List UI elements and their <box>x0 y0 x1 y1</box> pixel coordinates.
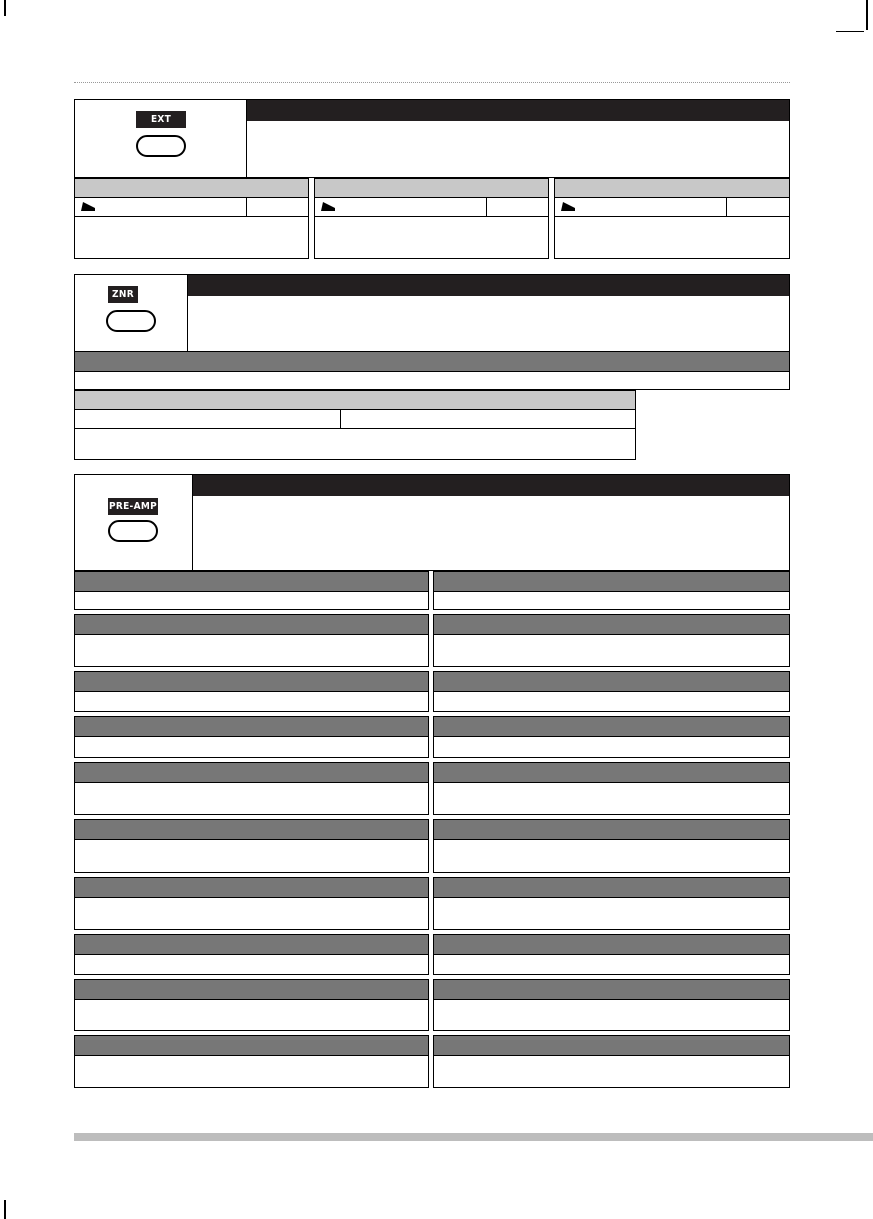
param-header <box>434 878 789 898</box>
param-value-row <box>75 410 635 429</box>
param-cell <box>74 819 429 873</box>
param-header <box>434 672 789 692</box>
param-header <box>75 352 789 372</box>
param-cell <box>74 877 429 930</box>
param-cell <box>433 614 790 667</box>
param-header <box>434 763 789 783</box>
effect-title-bar <box>193 475 789 496</box>
param-box <box>74 178 309 259</box>
param-header <box>434 980 789 1000</box>
param-cell <box>74 716 429 758</box>
param-header <box>75 717 428 737</box>
effect-icon-cell <box>75 275 188 351</box>
param-header <box>75 763 428 783</box>
param-header <box>434 935 789 955</box>
param-header <box>434 572 789 592</box>
param-description <box>315 217 548 257</box>
param-box-full <box>74 351 790 390</box>
pre-amp-badge: PRE-AMP <box>108 498 158 515</box>
param-header <box>75 980 428 1000</box>
param-description <box>75 429 635 457</box>
effect-icon-cell <box>75 100 247 177</box>
param-cell <box>433 762 790 815</box>
param-description <box>555 217 789 257</box>
effect-title-bar <box>247 100 789 121</box>
param-cell <box>433 877 790 930</box>
crop-mark <box>4 1200 6 1219</box>
param-value <box>75 372 789 389</box>
param-cell <box>74 979 429 1031</box>
effect-icon-cell <box>75 475 193 570</box>
param-header <box>75 935 428 955</box>
param-header <box>555 179 789 198</box>
param-header <box>75 615 428 635</box>
param-cell <box>433 571 790 610</box>
effect-header-ext-loop <box>74 99 790 178</box>
param-header <box>434 1036 789 1056</box>
crop-mark <box>866 0 868 30</box>
param-value-row <box>315 198 548 217</box>
pedal-icon <box>81 202 95 211</box>
param-header <box>75 878 428 898</box>
effect-title-bar <box>188 275 789 296</box>
effect-description <box>255 126 781 172</box>
param-cell <box>433 934 790 975</box>
param-header <box>434 717 789 737</box>
znr-badge: ZNR <box>108 286 138 303</box>
crop-mark <box>4 0 6 16</box>
param-cell <box>74 571 429 610</box>
pedal-icon <box>561 202 575 211</box>
effect-description <box>196 301 781 345</box>
param-value-row <box>555 198 789 217</box>
param-cell <box>74 671 429 712</box>
crop-mark <box>836 31 864 32</box>
effect-header-pre-amp <box>74 474 790 571</box>
param-header <box>75 1036 428 1056</box>
param-header <box>434 820 789 840</box>
footer-bar <box>74 1133 873 1141</box>
param-cell <box>433 716 790 758</box>
param-cell <box>433 819 790 873</box>
param-cell <box>74 934 429 975</box>
param-description <box>75 217 308 257</box>
param-value-row <box>75 198 308 217</box>
pedal-icon <box>321 202 335 211</box>
effect-description <box>201 501 781 565</box>
param-cell <box>74 762 429 815</box>
param-header <box>434 615 789 635</box>
param-header <box>315 179 548 198</box>
param-cell <box>74 614 429 667</box>
effect-switch-icon[interactable] <box>108 520 158 542</box>
param-header <box>75 179 308 198</box>
effect-switch-icon[interactable] <box>136 135 186 157</box>
param-header <box>75 672 428 692</box>
param-header <box>75 820 428 840</box>
param-box <box>554 178 790 259</box>
param-box <box>314 178 549 259</box>
param-box-split <box>74 390 636 460</box>
param-cell <box>433 979 790 1031</box>
param-cell <box>433 1035 790 1088</box>
param-header <box>75 572 428 592</box>
effect-switch-icon[interactable] <box>106 310 156 332</box>
effect-header-znr <box>74 274 790 352</box>
ext-loop-badge: EXT <box>136 111 186 128</box>
param-cell <box>74 1035 429 1088</box>
dotted-rule <box>74 82 790 83</box>
param-header <box>75 391 635 410</box>
param-cell <box>433 671 790 712</box>
